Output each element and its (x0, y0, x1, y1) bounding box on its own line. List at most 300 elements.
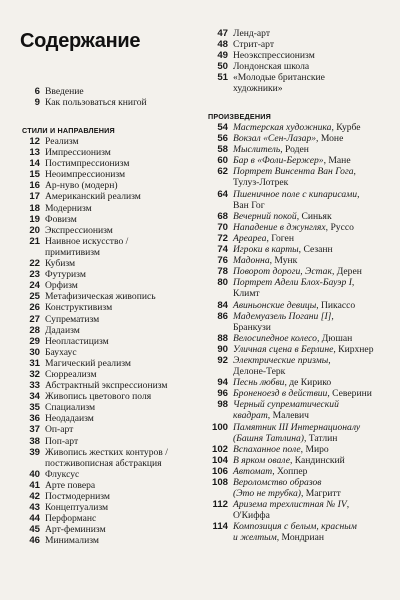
entry-title (233, 300, 392, 311)
work-author: , Сезанн (298, 244, 333, 256)
toc-entry (202, 333, 392, 344)
toc-entry (18, 236, 198, 258)
toc-entry (202, 499, 392, 521)
page-number: 37 (29, 424, 40, 436)
entry-title-line: художники» (233, 83, 283, 95)
entry-title (45, 336, 198, 347)
work-title: Мастерская художника (233, 122, 332, 133)
entry-title-line: Американский реализм (45, 191, 141, 203)
toc-entry (18, 191, 198, 202)
toc-entry (18, 347, 198, 358)
work-title: Бар в «Фоли-Бержер» (233, 155, 324, 167)
page-number: 50 (217, 61, 228, 73)
toc-entry (202, 255, 392, 266)
toc-entry (202, 300, 392, 311)
work-author: , Мане (323, 155, 351, 167)
toc-entry (18, 535, 198, 546)
entry-title (45, 402, 198, 413)
toc-entry (18, 97, 198, 108)
entry-title (45, 391, 198, 402)
page-number: 51 (217, 72, 228, 84)
work-author: , Руссо (325, 221, 354, 233)
toc-entry (202, 388, 392, 399)
work-title: Велосипедное колесо (233, 332, 317, 344)
entry-title-line: Концептуализм (45, 502, 109, 514)
entry-title (45, 291, 198, 302)
page-number: 24 (29, 280, 40, 292)
work-title: Портрет Адели Блох-Бауэр I (233, 277, 352, 289)
intro-list (18, 86, 198, 108)
entry-title-line: Конструктивизм (45, 302, 113, 314)
entry-title (45, 191, 198, 202)
work-author: , Гоген (266, 232, 294, 244)
work-author: , (328, 354, 331, 366)
entry-title (45, 491, 198, 502)
work-author: , (351, 277, 355, 289)
entry-title-line: Ленд-арт (233, 28, 271, 39)
entry-title (233, 155, 392, 166)
entry-title (233, 477, 392, 499)
toc-entry (18, 136, 198, 147)
work-title: (Башня Татлина) (233, 432, 304, 444)
toc-entry (202, 244, 392, 255)
work-author: , Моне (316, 133, 344, 145)
toc-entry (202, 166, 392, 188)
page-number: 43 (29, 502, 40, 514)
page-number: 56 (217, 133, 228, 145)
toc-entry (202, 477, 392, 499)
page-number: 46 (29, 535, 40, 547)
entry-title (45, 358, 198, 369)
entry-title (45, 236, 198, 258)
page-number: 114 (212, 521, 228, 533)
page-number: 68 (217, 210, 228, 222)
page-number: 45 (29, 524, 40, 536)
toc-entry (202, 455, 392, 466)
work-title: Авиньонские девицы (233, 299, 317, 311)
entry-title (233, 377, 392, 388)
work-author: , Роден (280, 144, 309, 156)
toc-entry (18, 203, 198, 214)
page-number: 12 (29, 136, 40, 147)
page-number: 70 (217, 221, 228, 233)
entry-title (45, 214, 198, 225)
entry-title (233, 499, 392, 521)
entry-title (45, 258, 198, 269)
work-title: Вокзал «Сен-Лазар» (233, 133, 317, 145)
work-title: Композиция с белым, красным (233, 521, 357, 533)
work-title: Броненоезд в действии (233, 388, 328, 400)
page-number: 31 (29, 357, 40, 369)
entry-title (45, 280, 198, 291)
page-number: 17 (29, 191, 40, 203)
toc-entry (18, 86, 198, 97)
work-author: , Пикассо (316, 299, 356, 311)
entry-title-line: Флуксус (45, 468, 80, 480)
entry-title (233, 50, 392, 61)
page-number: 29 (29, 335, 40, 347)
page-number: 92 (217, 354, 228, 366)
page-number: 26 (29, 302, 40, 314)
toc-entry (18, 258, 198, 269)
page-number: 112 (212, 499, 228, 511)
work-title: Мадонна (233, 255, 270, 267)
toc-entry (202, 466, 392, 477)
entry-title-line: Дадаизм (45, 324, 80, 336)
page-title: Содержание (20, 30, 141, 52)
work-author: , Кирхнер (333, 343, 374, 355)
entry-title-line: Супрематизм (45, 313, 100, 325)
entry-title (45, 203, 198, 214)
work-author: Климт (233, 288, 260, 300)
page-number: 32 (29, 368, 40, 380)
work-author: Бранкузи (233, 321, 271, 333)
entry-title-line: Арте повера (45, 479, 96, 491)
entry-title (233, 422, 392, 444)
work-title: квадрат (233, 410, 268, 422)
work-title: Уличная сцена в Берлине (233, 343, 334, 355)
page-number: 15 (29, 169, 40, 181)
entry-title-line: Кубизм (45, 258, 76, 270)
toc-entry (18, 214, 198, 225)
work-author: , Синьяк (296, 210, 332, 222)
toc-entry (202, 233, 392, 244)
work-author: О'Киффа (233, 510, 270, 522)
page-number: 6 (34, 86, 40, 97)
work-title: Мыслитель (233, 144, 281, 156)
entry-title (233, 277, 392, 299)
toc-entry (18, 469, 198, 480)
entry-title (45, 447, 198, 469)
entry-title (233, 333, 392, 344)
toc-entry (18, 269, 198, 280)
entry-title (233, 388, 392, 399)
page-number: 18 (29, 202, 40, 214)
toc-entry (18, 369, 198, 380)
entry-title (45, 180, 198, 191)
entry-title-line: Наивное искусство / (45, 235, 129, 247)
page-number: 48 (217, 39, 228, 51)
entry-title-line: Сюрреализм (45, 368, 97, 380)
toc-entry (18, 447, 198, 469)
entry-title-line: Неоэкспрессионизм (233, 50, 315, 62)
entry-title (45, 158, 198, 169)
entry-title (233, 133, 392, 144)
work-title: Песнь любви (233, 377, 285, 389)
entry-title-line: Лондонская школа (233, 61, 310, 73)
work-title: Памятник III Интернационалу (233, 421, 361, 433)
work-author: , де Кирико (284, 377, 332, 389)
entry-title (233, 266, 392, 277)
work-title: В ярком овале (233, 454, 290, 466)
entry-title-line: Магический реализм (45, 357, 131, 369)
page-number: 41 (29, 479, 40, 491)
toc-entry (202, 444, 392, 455)
page-number: 47 (217, 28, 228, 39)
work-author: , Дюшан (316, 332, 353, 344)
page-number: 76 (217, 255, 228, 267)
page-number: 62 (217, 166, 228, 178)
toc-entry (18, 291, 198, 302)
entry-title (233, 189, 392, 211)
page-number: 20 (29, 224, 40, 236)
entry-title (233, 222, 392, 233)
work-title: Ареарea (233, 232, 267, 244)
page-number: 21 (29, 235, 40, 247)
entry-title (233, 233, 392, 244)
entry-title (45, 225, 198, 236)
work-author: , Малевич (267, 410, 309, 422)
toc-entry (18, 158, 198, 169)
page-number: 40 (29, 468, 40, 480)
entry-title-line: Арт-феминизм (45, 524, 106, 536)
work-title: Мадемуазель Погани [I] (233, 310, 332, 322)
work-author: , Хоппер (272, 465, 308, 477)
entry-title (233, 211, 392, 222)
page-number: 58 (217, 144, 228, 156)
entry-title (233, 399, 392, 421)
page-number: 36 (29, 413, 40, 425)
page-number: 60 (217, 155, 228, 167)
entry-title-line: Неопластицизм (45, 335, 109, 347)
work-title: Поворот дороги, Эстак (233, 266, 332, 278)
toc-entry (18, 325, 198, 336)
work-title: Вечерний покой (233, 210, 297, 222)
work-title: Портрет Винсента Ван Гога (233, 166, 354, 178)
entry-title-line: Фовизм (45, 213, 77, 225)
entry-title-line: Поп-арт (45, 435, 79, 447)
entry-title (233, 355, 392, 377)
entry-title-line: примитивизм (45, 246, 100, 258)
page-number: 34 (29, 391, 40, 403)
page-number: 106 (211, 465, 228, 477)
entry-title (45, 347, 198, 358)
toc-entry (18, 280, 198, 291)
entry-title (233, 122, 392, 133)
works-heading: ПРОИЗВЕДЕНИЯ (208, 112, 271, 121)
entry-title (233, 521, 392, 543)
work-title: Автомат (233, 465, 273, 477)
toc-entry (202, 311, 392, 333)
page-number: 80 (217, 277, 228, 289)
toc-entry (18, 402, 198, 413)
styles-heading: СТИЛИ И НАПРАВЛЕНИЯ (22, 126, 115, 135)
entry-title-line: Реализм (45, 136, 79, 147)
page-number: 98 (217, 399, 228, 411)
toc-entry (202, 133, 392, 144)
entry-title-line: Постимпрессионизм (45, 158, 130, 170)
page-number: 104 (211, 454, 228, 466)
toc-entry (202, 28, 392, 39)
work-title: Черный супрематический (233, 399, 339, 411)
toc-entry (18, 391, 198, 402)
entry-title (233, 72, 392, 94)
page-number: 38 (29, 435, 40, 447)
toc-entry (18, 491, 198, 502)
entry-title (45, 97, 198, 108)
work-author: Тулуз-Лотрек (233, 177, 289, 189)
entry-title-line: Живопись цветового поля (45, 391, 152, 403)
work-author: , Магритт (300, 488, 341, 500)
entry-title (233, 61, 392, 72)
entry-title (45, 535, 198, 546)
work-title: Пшеничное поле с кипарисами (233, 188, 358, 200)
styles-list (18, 136, 198, 546)
entry-title-line: Стрит-арт (233, 39, 275, 51)
page-number: 25 (29, 291, 40, 303)
page-number: 22 (29, 258, 40, 270)
entry-title (45, 369, 198, 380)
entry-title (233, 39, 392, 50)
toc-entry (202, 50, 392, 61)
toc-entry (18, 336, 198, 347)
entry-title-line: Спациализм (45, 402, 96, 414)
toc-entry (18, 314, 198, 325)
page-number: 64 (217, 188, 228, 200)
work-author: Ван Гог (233, 199, 265, 211)
entry-title-line: Метафизическая живопись (45, 291, 156, 303)
work-author: , Мунк (269, 255, 298, 267)
page-number: 100 (211, 421, 228, 433)
entry-title (45, 502, 198, 513)
entry-title-line: Неоимпрессионизм (45, 169, 126, 181)
entry-title (45, 325, 198, 336)
entry-title-line: Постмодернизм (45, 491, 110, 502)
page-number: 19 (29, 213, 40, 225)
work-author: , Миро (300, 443, 329, 455)
work-author: , (346, 499, 350, 511)
entry-title (233, 166, 392, 188)
toc-entry (202, 39, 392, 50)
entry-title-line: Абстрактный экспрессионизм (45, 380, 168, 392)
toc-entry (202, 61, 392, 72)
page-number: 9 (34, 97, 40, 109)
entry-title-line: Неодадаизм (45, 413, 94, 425)
work-title: Аризема трехлистная № IV (233, 499, 347, 511)
entry-title (233, 455, 392, 466)
toc-entry (18, 413, 198, 424)
page-number: 27 (29, 313, 40, 325)
entry-title-line: Модернизм (45, 202, 92, 214)
toc-entry (202, 355, 392, 377)
styles-cont-list (202, 28, 392, 95)
page-number: 13 (29, 147, 40, 159)
entry-title (233, 255, 392, 266)
entry-title (45, 424, 198, 435)
work-author: , Дерен (331, 266, 362, 278)
page-number: 16 (29, 180, 40, 192)
toc-entry (18, 225, 198, 236)
toc-entry (202, 377, 392, 388)
toc-entry (18, 358, 198, 369)
work-title: и желтым (233, 532, 277, 544)
works-list (202, 122, 392, 544)
entry-title (45, 302, 198, 313)
entry-title-line: Ар-нуво (модерн) (45, 180, 118, 192)
entry-title (233, 344, 392, 355)
entry-title (233, 466, 392, 477)
entry-title-line: Минимализм (45, 535, 99, 547)
page-number: 49 (217, 50, 228, 62)
page-number: 35 (29, 402, 40, 414)
entry-title-line: «Молодые британские (233, 72, 325, 84)
toc-entry (202, 211, 392, 222)
entry-title-line: постживописная абстракция (45, 457, 162, 469)
work-author: , Кандинский (289, 454, 345, 466)
toc-entry (18, 436, 198, 447)
entry-title (45, 136, 198, 147)
toc-entry (202, 155, 392, 166)
entry-title-line: Введение (45, 86, 84, 97)
entry-title (45, 436, 198, 447)
toc-entry (202, 344, 392, 355)
work-author: , (331, 310, 334, 322)
page-number: 102 (211, 443, 228, 455)
entry-title (233, 311, 392, 333)
page-number: 44 (29, 513, 40, 525)
toc-entry (202, 521, 392, 543)
entry-title (45, 147, 198, 158)
page-number: 72 (217, 232, 228, 244)
toc-entry (18, 380, 198, 391)
entry-title (45, 314, 198, 325)
toc-entry (18, 302, 198, 313)
entry-title (233, 444, 392, 455)
page-number: 33 (29, 380, 40, 392)
toc-entry (18, 480, 198, 491)
entry-title (45, 86, 198, 97)
work-author: , Северини (327, 388, 372, 400)
entry-title-line: Перформанс (45, 513, 97, 525)
entry-title (45, 169, 198, 180)
work-title: Нападение в джунглях (233, 221, 326, 233)
toc-entry (18, 513, 198, 524)
entry-title-line: Футуризм (45, 269, 86, 281)
work-author: , Мондриан (276, 532, 324, 544)
entry-title (45, 269, 198, 280)
page-number: 14 (29, 158, 40, 170)
entry-title (45, 524, 198, 535)
entry-title-line: Баухаус (45, 346, 77, 358)
work-title: Электрические призмы (233, 354, 329, 366)
page-number: 84 (217, 299, 228, 311)
page-number: 74 (217, 244, 228, 256)
work-author: , (357, 188, 360, 200)
page-number: 96 (217, 388, 228, 400)
toc-entry (202, 72, 392, 94)
page-number: 54 (217, 122, 228, 133)
entry-title (45, 469, 198, 480)
entry-title (233, 244, 392, 255)
toc-entry (202, 422, 392, 444)
work-title: Вероломство образов (233, 477, 322, 488)
page-number: 88 (217, 332, 228, 344)
page-number: 90 (217, 343, 228, 355)
work-author: Делоне-Терк (233, 366, 286, 378)
toc-entry (18, 424, 198, 435)
toc-entry (18, 502, 198, 513)
entry-title (45, 480, 198, 491)
toc-entry (202, 222, 392, 233)
entry-title (45, 380, 198, 391)
page-number: 23 (29, 269, 40, 281)
page-number: 28 (29, 324, 40, 336)
entry-title-line: Экспрессионизм (45, 224, 113, 236)
work-author: , Курбе (331, 122, 361, 133)
page-number: 42 (29, 491, 40, 502)
toc-entry (202, 189, 392, 211)
toc-entry (202, 144, 392, 155)
